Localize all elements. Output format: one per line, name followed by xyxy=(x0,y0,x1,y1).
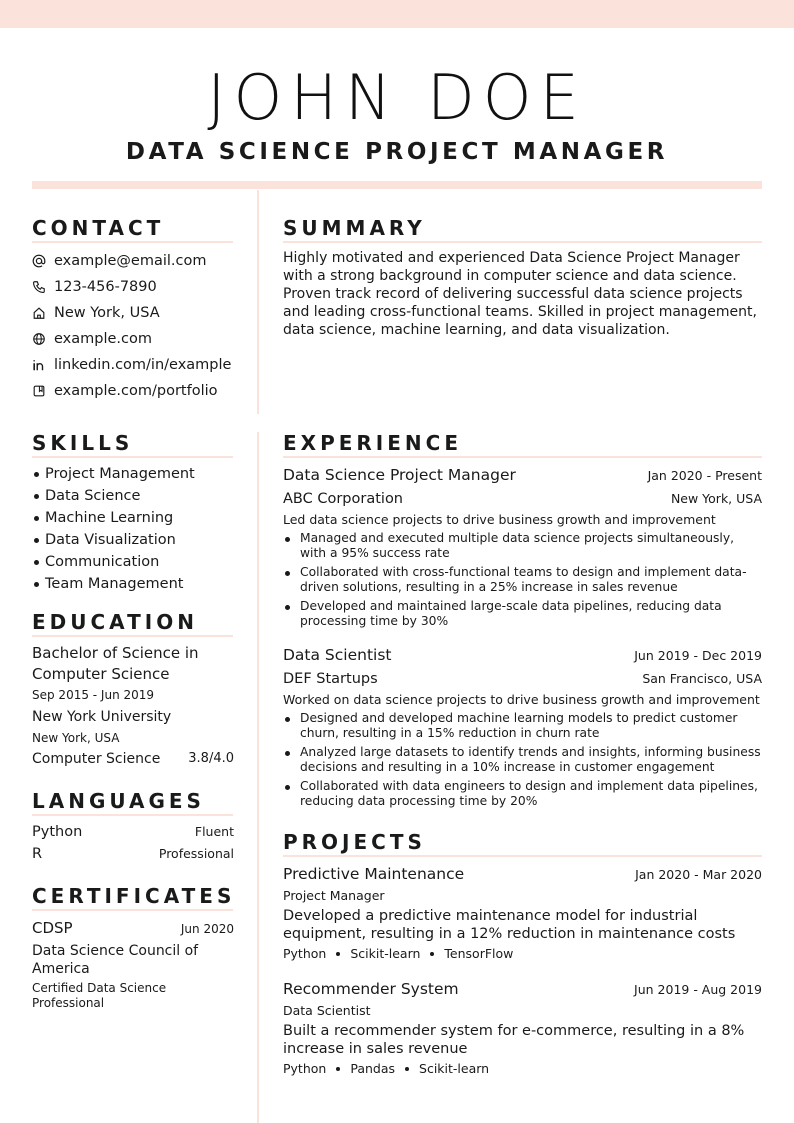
project-tech: Python Scikit-learn TensorFlow xyxy=(283,946,514,961)
job-bullets xyxy=(283,711,762,809)
project-dates: Jun 2019 - Aug 2019 xyxy=(634,982,762,997)
contact-location: New York, USA xyxy=(32,300,252,326)
certificate-name: CDSP xyxy=(32,919,73,937)
home-icon xyxy=(32,306,54,320)
list-item: Team Management xyxy=(32,573,242,595)
certificates-heading: CERTIFICATES xyxy=(32,883,233,911)
list-item: Machine Learning xyxy=(32,507,242,529)
column-divider xyxy=(257,432,259,1123)
list-item: Developed and maintained large-scale data pipelines, reducing data processing time by 30% xyxy=(283,599,762,629)
list-item: Python Fluent xyxy=(32,824,234,840)
job-company: ABC Corporation xyxy=(283,491,404,507)
list-item: Analyzed large datasets to identify trends and insights, informing business decisions and resulting in a 10% increase in customer engagement xyxy=(283,745,762,775)
education-entry xyxy=(32,643,234,770)
project-name: Predictive Maintenance xyxy=(283,865,465,883)
project-entry xyxy=(283,863,762,964)
contact-linkedin[interactable]: linkedin.com/in/example xyxy=(32,352,252,378)
project-role: Data Scientist xyxy=(283,1003,371,1018)
list-item: Data Science xyxy=(32,485,242,507)
project-tech: Python Pandas Scikit-learn xyxy=(283,1061,490,1076)
list-item: Collaborated with data engineers to design and implement data pipelines, reducing data processing time by 20% xyxy=(283,779,762,809)
contact-email[interactable]: example@email.com xyxy=(32,248,252,274)
job-location: New York, USA xyxy=(670,491,762,506)
experience-entry xyxy=(283,644,762,813)
contact-portfolio[interactable]: example.com/portfolio xyxy=(32,378,252,404)
contact-list xyxy=(32,248,252,404)
list-item: Managed and executed multiple data science projects simultaneously, with a 95% success rate xyxy=(283,531,762,561)
job-location: San Francisco, USA xyxy=(642,671,762,686)
education-gpa: 3.8/4.0 xyxy=(188,751,234,766)
candidate-title: DATA SCIENCE PROJECT MANAGER xyxy=(125,139,669,165)
list-item: Designed and developed machine learning models to predict customer churn, resulting in a 15% reduction in churn rate xyxy=(283,711,762,741)
contact-heading: CONTACT xyxy=(32,215,233,243)
education-school: New York University xyxy=(32,709,172,725)
job-dates: Jan 2020 - Present xyxy=(647,468,762,483)
job-company: DEF Startups xyxy=(283,671,378,687)
languages-list xyxy=(32,821,234,865)
portfolio-icon xyxy=(32,384,54,398)
certificate-entry xyxy=(32,917,234,1011)
certificate-org: Data Science Council of America xyxy=(32,943,199,977)
header-divider xyxy=(32,181,762,189)
certificate-date: Jun 2020 xyxy=(180,922,234,936)
projects-heading: PROJECTS xyxy=(283,829,762,857)
job-position: Data Scientist xyxy=(283,646,392,664)
project-desc: Built a recommender system for e-commerce, resulting in a 8% increase in sales revenue xyxy=(283,1023,745,1057)
summary-heading: SUMMARY xyxy=(283,215,762,243)
job-summary: Led data science projects to drive business growth and improvement xyxy=(283,512,716,527)
at-icon xyxy=(32,254,54,268)
education-field: Computer Science xyxy=(32,751,161,767)
phone-icon xyxy=(32,280,54,294)
experience-entry xyxy=(283,464,762,633)
top-accent-band xyxy=(0,0,794,28)
experience-heading: EXPERIENCE xyxy=(283,430,762,458)
job-dates: Jun 2019 - Dec 2019 xyxy=(634,648,762,663)
list-item: Collaborated with cross-functional teams to design and implement data-driven solutions, resulting in a 25% increase in sales revenue xyxy=(283,565,762,595)
list-item: Project Management xyxy=(32,463,242,485)
contact-phone[interactable]: 123-456-7890 xyxy=(32,274,252,300)
project-name: Recommender System xyxy=(283,980,459,998)
summary-text: Highly motivated and experienced Data Science Project Manager with a strong background in computer science and data science. Proven track record of delivering successful data science projects and leading cross-functional teams. Skilled in project management, data science, machine learning, and data visualization. xyxy=(283,250,757,338)
languages-heading: LANGUAGES xyxy=(32,788,233,816)
globe-icon xyxy=(32,332,54,346)
contact-website[interactable]: example.com xyxy=(32,326,252,352)
education-degree: Bachelor of Science in Computer Science xyxy=(32,644,199,683)
education-heading: EDUCATION xyxy=(32,609,233,637)
education-location: New York, USA xyxy=(32,731,120,745)
candidate-name: JOHN DOE xyxy=(207,61,587,134)
education-dates: Sep 2015 - Jun 2019 xyxy=(32,688,155,702)
education-field-row xyxy=(32,748,234,770)
certificate-desc: Certified Data Science Professional xyxy=(32,981,167,1010)
list-item: R Professional xyxy=(32,846,234,862)
skills-heading: SKILLS xyxy=(32,430,233,458)
list-item: Communication xyxy=(32,551,242,573)
job-bullets xyxy=(283,531,762,629)
skills-list xyxy=(32,463,242,595)
linkedin-icon xyxy=(32,358,54,372)
project-dates: Jan 2020 - Mar 2020 xyxy=(635,867,762,882)
project-entry xyxy=(283,978,762,1079)
list-item: Data Visualization xyxy=(32,529,242,551)
project-desc: Developed a predictive maintenance model for industrial equipment, resulting in a 12% reduction in maintenance costs xyxy=(283,908,736,942)
job-position: Data Science Project Manager xyxy=(283,466,516,484)
job-summary: Worked on data science projects to drive business growth and improvement xyxy=(283,692,760,707)
project-role: Project Manager xyxy=(283,888,385,903)
column-divider xyxy=(257,190,259,414)
